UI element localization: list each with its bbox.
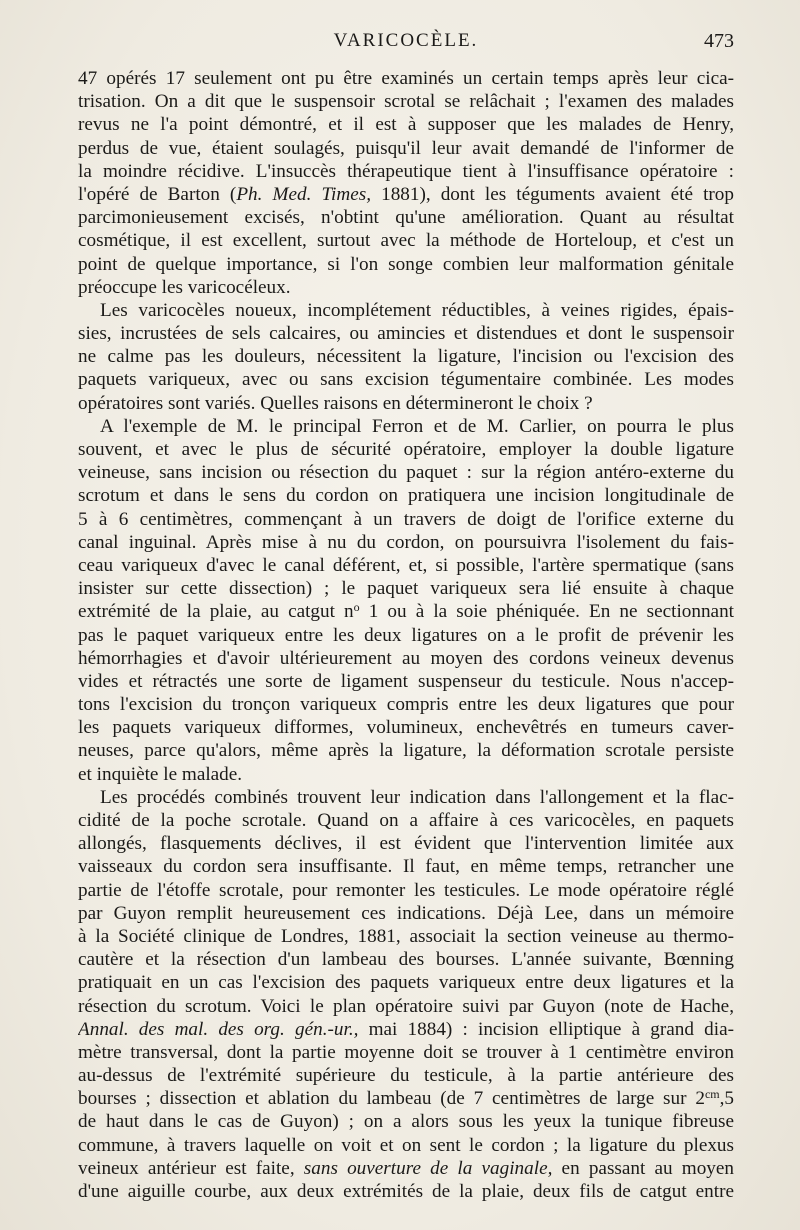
text-line: opératoires sont variés. Quelles raisons en détermineront le choix ? xyxy=(78,392,593,414)
text-line: pratiquait en un cas l'excision des paquets variqueux entre deux ligatures et la xyxy=(78,972,734,994)
text-line: sies, incrustées de sels calcaires, ou amincies et distendues et dont le suspensoir xyxy=(78,323,734,345)
text-run: extrémité de la plaie, au catgut n xyxy=(78,601,354,623)
text-line xyxy=(78,1018,734,1041)
text-line: vaisseaux du cordon sera insuffisante. Il faut, en même temps, retrancher une xyxy=(78,856,734,878)
text-line: insister sur cette dissection) ; le paquet variqueux sera lié ensuite à chaque xyxy=(78,578,734,600)
text-run: l'opéré de Barton ( xyxy=(78,183,237,205)
text-line xyxy=(78,183,734,206)
italic-text: Ph. Med. Times, xyxy=(236,183,372,205)
text-line xyxy=(78,1087,734,1110)
text-line: parcimonieusement excisés, n'obtint qu'une amélioration. Quant au résultat xyxy=(78,207,734,229)
text-line: à la Société clinique de Londres, 1881, associait la section veineuse au thermo- xyxy=(78,925,734,947)
text-line: tons l'excision du tronçon variqueux compris entre les deux ligatures que pour xyxy=(78,694,734,716)
text-run: 1881), dont les téguments avaient été trop xyxy=(371,183,734,205)
text-line: de haut dans le cas de Guyon) ; on a alors sous les yeux la tunique fibreuse xyxy=(78,1111,734,1133)
text-line: partie de l'étoffe scrotale, pour remonter les testicules. Le mode opératoire réglé xyxy=(78,879,734,901)
text-line: par Guyon remplit heureusement ces indications. Déjà Lee, dans un mémoire xyxy=(78,902,734,924)
page-header xyxy=(78,30,734,56)
text-line: trisation. On a dit que le suspensoir scrotal se relâchait ; l'examen des malades xyxy=(78,91,734,113)
text-run: 1 ou à la soie phéniquée. En ne sectionnant xyxy=(359,601,734,623)
text-run: mai 1884) : incision elliptique à grand dia- xyxy=(358,1018,734,1040)
text-line: neuses, parce qu'alors, même après la ligature, la déformation scrotale persiste xyxy=(78,740,734,762)
text-line: les paquets variqueux difformes, volumineux, enchevêtrés en tumeurs caver- xyxy=(78,717,734,739)
text-line xyxy=(78,600,734,623)
text-line: mètre transversal, dont la partie moyenne doit se trouver à 1 centimètre environ xyxy=(78,1041,734,1063)
text-line: Les procédés combinés trouvent leur indication dans l'allongement et la flac- xyxy=(100,786,734,808)
running-title: VARICOCÈLE. xyxy=(333,30,479,51)
superscript: o xyxy=(353,600,360,615)
text-run: en passant au moyen xyxy=(552,1157,734,1179)
text-line: souvent, et avec le plus de sécurité opératoire, employer la double ligature xyxy=(78,439,734,460)
text-run: ,5 xyxy=(719,1088,734,1110)
text-line: préoccupe les varicocéleux. xyxy=(78,276,291,298)
text-line: d'une aiguille courbe, aux deux extrémités de la plaie, deux fils de catgut entre xyxy=(78,1181,734,1202)
italic-text: Annal. des mal. des org. gén.-ur., xyxy=(78,1018,359,1040)
text-line: paquets variqueux, avec ou sans excision tégumentaire combinée. Les modes xyxy=(78,369,734,391)
text-line: la moindre récidive. L'insuccès thérapeutique tient à l'insuffisance opératoire : xyxy=(78,160,734,182)
text-line: Les varicocèles noueux, incomplétement réductibles, à veines rigides, épais- xyxy=(100,299,734,321)
text-line: allongés, flasquements déclives, il est évident que l'intervention limitée aux xyxy=(78,833,734,855)
text-line: canal inguinal. Après mise à nu du cordon, on poursuivra l'isolement du fais- xyxy=(78,531,734,553)
text-line: vides et rétractés une sorte de ligament suspenseur du testicule. Nous n'accep- xyxy=(78,670,734,692)
body-text xyxy=(78,67,734,1203)
text-line: scrotum et dans le sens du cordon on pratiquera une incision longitudinale de xyxy=(78,485,734,507)
text-line: cautère et la résection d'un lambeau des bourses. L'année suivante, Bœnning xyxy=(78,949,734,971)
text-line: ceau variqueux d'avec le canal déférent, et, si possible, l'artère spermatique (sans xyxy=(78,554,734,576)
text-line: commune, à travers laquelle on voit et on sent le cordon ; la ligature du plexus xyxy=(78,1134,734,1156)
page-number: 473 xyxy=(704,30,734,52)
text-line: cidité de la poche scrotale. Quand on a affaire à ces varicocèles, en paquets xyxy=(78,810,734,831)
text-run: bourses ; dissection et ablation du lambeau (de 7 centimètres de large sur 2 xyxy=(78,1088,705,1110)
text-line: perdus de vue, étaient soulagés, puisqu'il leur avait demandé de l'informer de xyxy=(78,137,734,159)
text-line: cosmétique, il est excellent, surtout avec la méthode de Horteloup, et c'est un xyxy=(78,230,734,252)
text-line: résection du scrotum. Voici le plan opératoire suivi par Guyon (note de Hache, xyxy=(78,995,734,1017)
text-line: et inquiète le malade. xyxy=(78,763,243,785)
text-line: 5 à 6 centimètres, commençant à un travers de doigt de l'orifice externe du xyxy=(78,508,734,530)
italic-text: sans ouverture de la vaginale, xyxy=(303,1157,553,1179)
text-line: veineuse, sans incision ou résection du paquet : sur la région antéro-externe du xyxy=(78,462,734,484)
text-line: ne calme pas les douleurs, nécessitent la ligature, l'incision ou l'excision des xyxy=(78,346,734,368)
text-line: hémorrhagies et d'avoir ultérieurement au moyen des cordons veineux devenus xyxy=(78,647,734,669)
text-run: veineux antérieur est faite, xyxy=(78,1157,304,1179)
text-line xyxy=(78,1157,734,1180)
text-line: A l'exemple de M. le principal Ferron et de M. Carlier, on pourra le plus xyxy=(100,415,734,437)
text-line: 47 opérés 17 seulement ont pu être examinés un certain temps après leur cica- xyxy=(78,68,734,89)
text-line: au-dessus de l'extrémité supérieure du testicule, à la partie antérieure des xyxy=(78,1065,734,1087)
text-line: pas le paquet variqueux entre les deux ligatures on a le profit de prévenir les xyxy=(78,624,734,646)
superscript: cm xyxy=(704,1087,720,1102)
text-line: point de quelque importance, si l'on songe combien leur malformation génitale xyxy=(78,253,734,275)
text-line: revus ne l'a point démontré, et il est à supposer que les malades de Henry, xyxy=(78,114,734,136)
